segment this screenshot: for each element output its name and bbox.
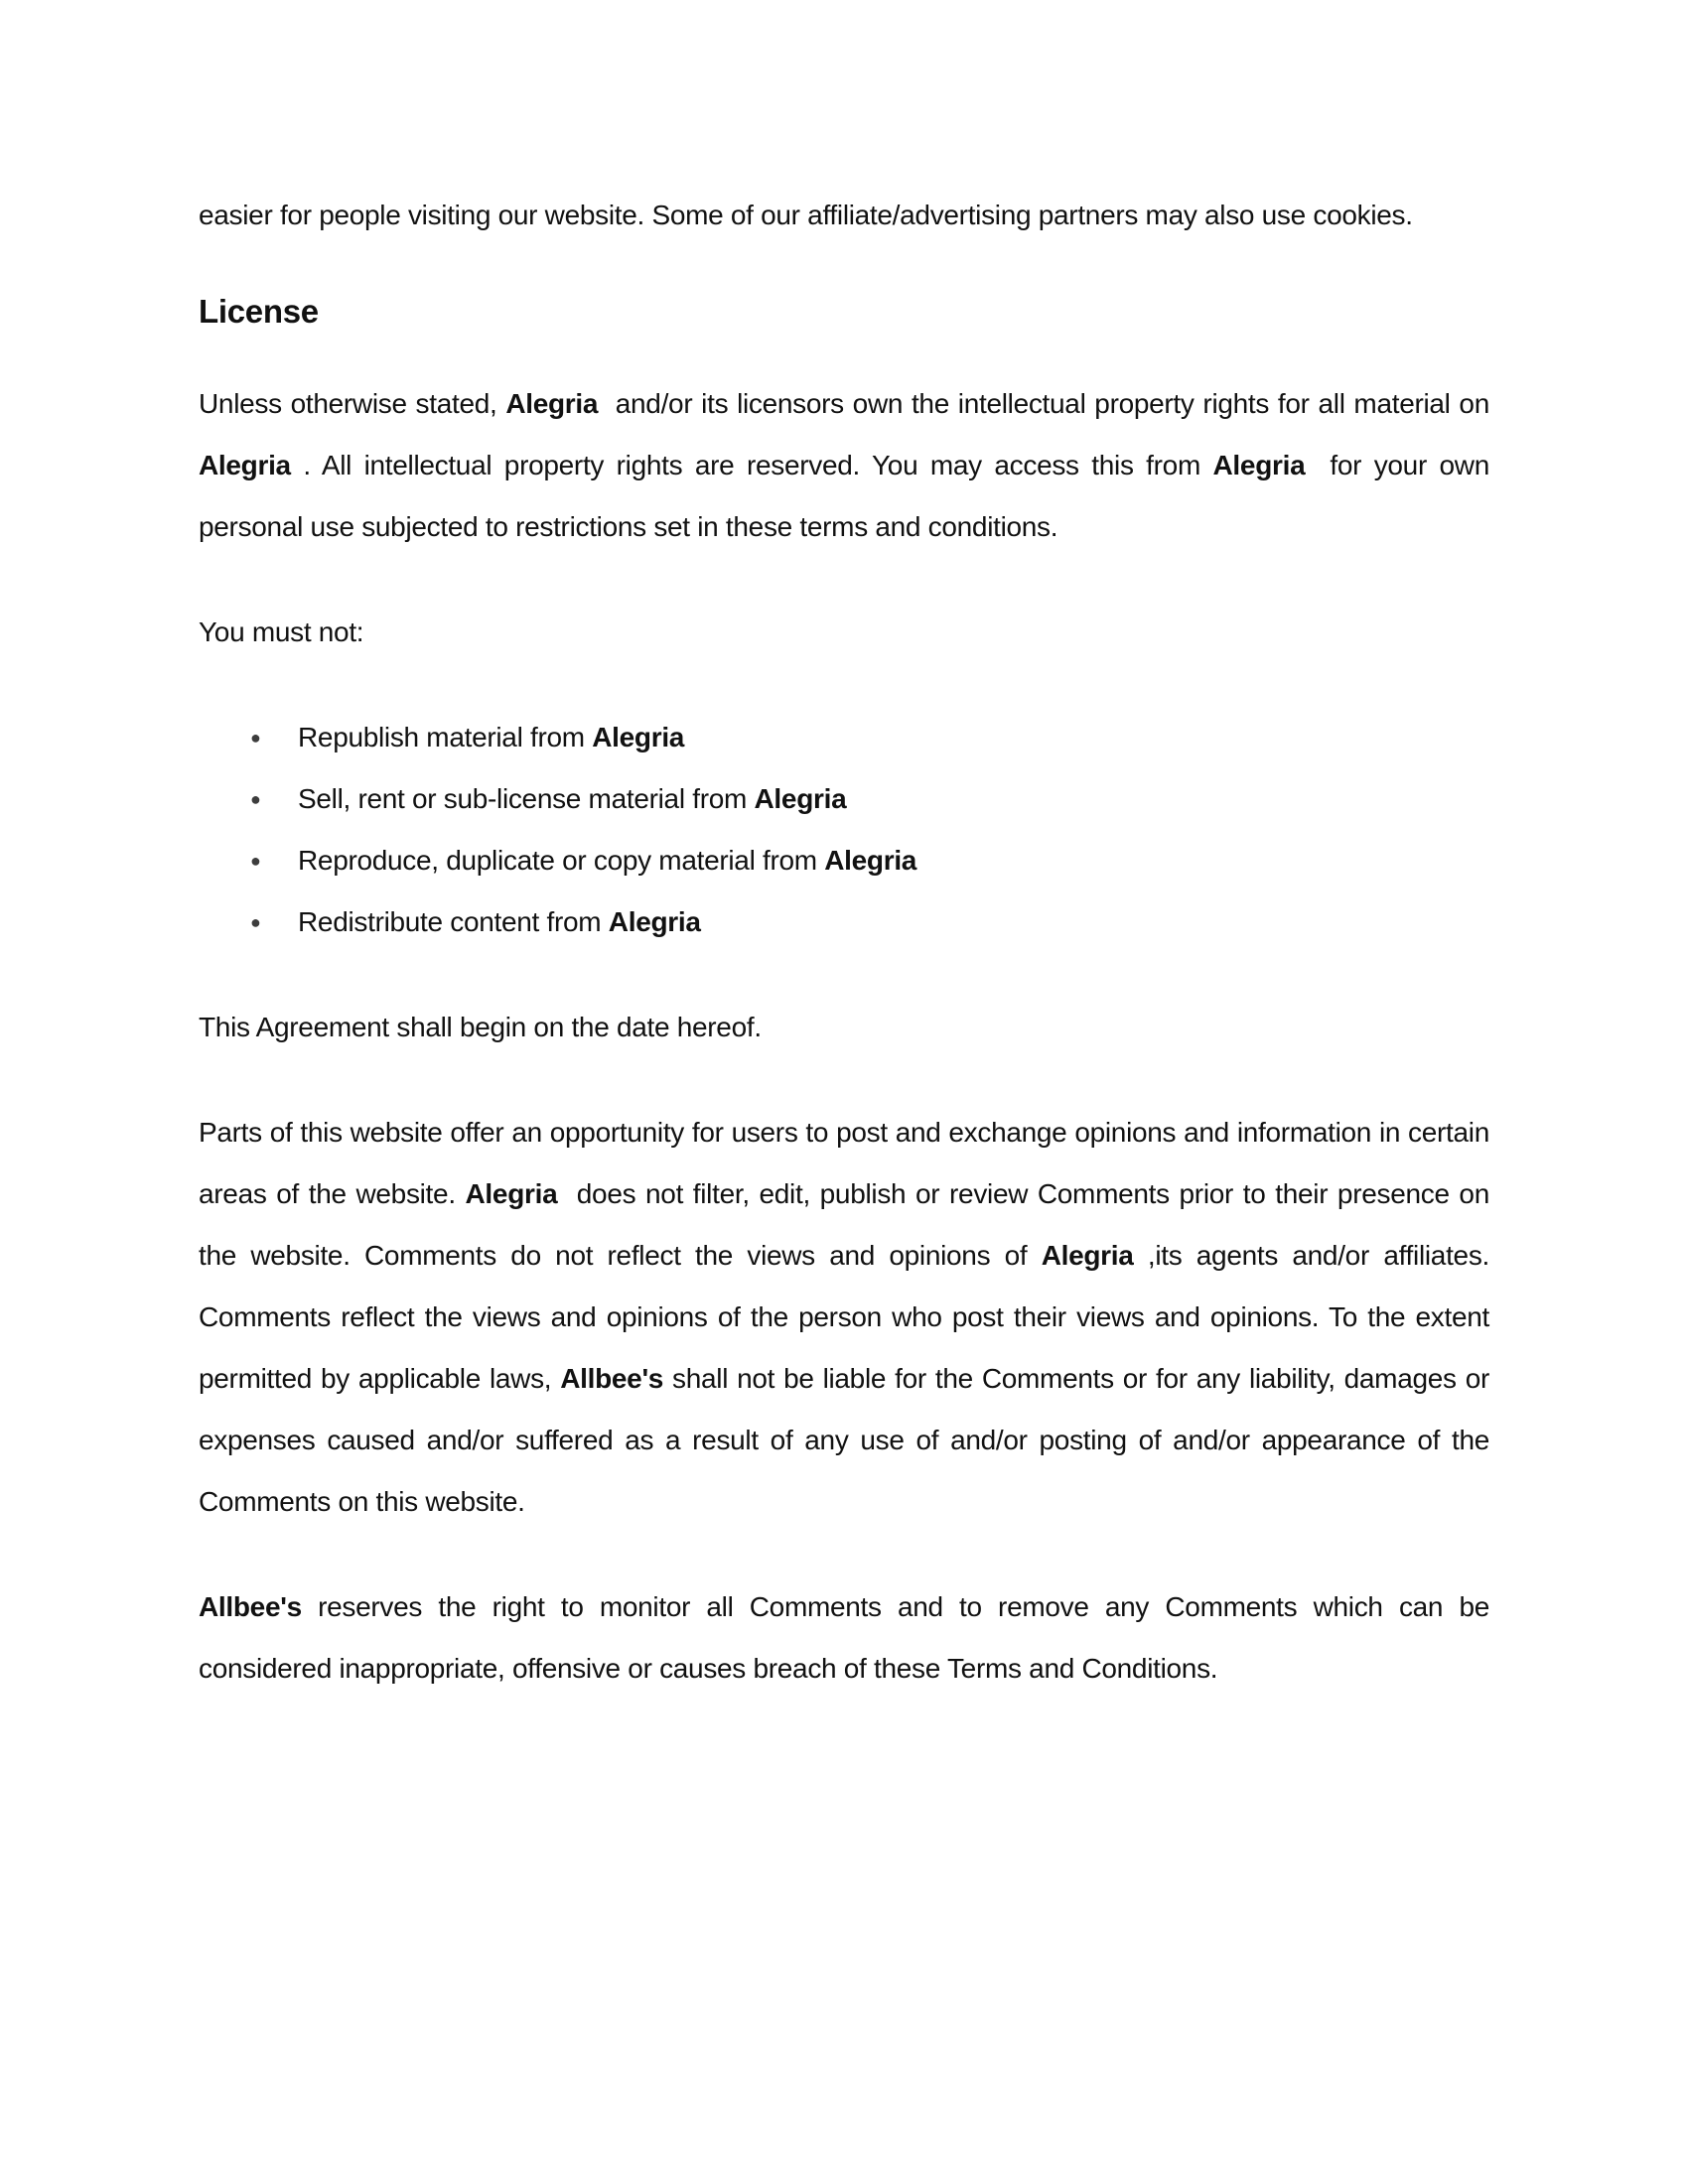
text-run: does not filter, edit, publish or review Comments prior to their presence on the website. Comments do not reflect the views and opinions of [199, 1178, 1497, 1271]
list-item [199, 830, 1489, 891]
bold-text-run: Alegria [1041, 1240, 1148, 1271]
text-run: ,its agents and/or affiliates. Comments reflect the views and opinions of the person who post their views and opinions. To the extent permitted by applicable laws, [199, 1240, 1497, 1394]
text-run: reserves the right to monitor all Comments and to remove any Comments which can be considered inappropriate, offensive or causes breach of these Terms and Conditions. [199, 1591, 1497, 1684]
text-run: for your own personal use subjected to restrictions set in these terms and conditions. [199, 450, 1497, 542]
bold-text-run: License [199, 293, 319, 330]
text-run: shall not be liable for the Comments or for any liability, damages or expenses caused and/or suffered as a result of any use of and/or posting of and/or appearance of the Comments on this website. [199, 1363, 1497, 1517]
text-run: Redistribute content from [298, 906, 609, 937]
bold-text-run: Alegria [199, 450, 304, 480]
text-run: Republish material from [298, 722, 593, 752]
bold-text-run: Alegria [505, 388, 607, 419]
text-run: Sell, rent or sub-license material from [298, 783, 755, 814]
paragraph [199, 185, 1489, 246]
bold-text-run: Alegria [608, 906, 701, 937]
text-run: Parts of this website offer an opportunity for users to post and exchange opinions and information in certain areas of the website. [199, 1117, 1497, 1209]
paragraph [199, 997, 1489, 1058]
bold-text-run: Alegria [465, 1178, 568, 1209]
paragraph [199, 1576, 1497, 1700]
bold-text-run: Alegria [754, 783, 847, 814]
paragraph [199, 1102, 1497, 1533]
text-run: easier for people visiting our website. Some of our affiliate/advertising partners may also use cookies. [199, 200, 1413, 230]
list-item [199, 768, 1489, 830]
text-run: You must not: [199, 616, 364, 647]
bold-text-run: Alegria [592, 722, 685, 752]
section-heading [199, 290, 1489, 334]
list-item [199, 707, 1489, 768]
paragraph [199, 373, 1497, 558]
text-run: Reproduce, duplicate or copy material from [298, 845, 825, 876]
list-item [199, 891, 1489, 953]
text-run: This Agreement shall begin on the date hereof. [199, 1012, 762, 1042]
restrictions-list [199, 707, 1489, 953]
text-run: Unless otherwise stated, [199, 388, 506, 419]
text-run: . All intellectual property rights are reserved. You may access this from [303, 450, 1213, 480]
bold-text-run: Alegria [824, 845, 917, 876]
bold-text-run: Allbee's [199, 1591, 302, 1622]
text-run: and/or its licensors own the intellectual property rights for all material on [606, 388, 1497, 419]
bold-text-run: Allbee's [560, 1363, 664, 1394]
bold-text-run: Alegria [1212, 450, 1318, 480]
paragraph [199, 602, 1489, 663]
